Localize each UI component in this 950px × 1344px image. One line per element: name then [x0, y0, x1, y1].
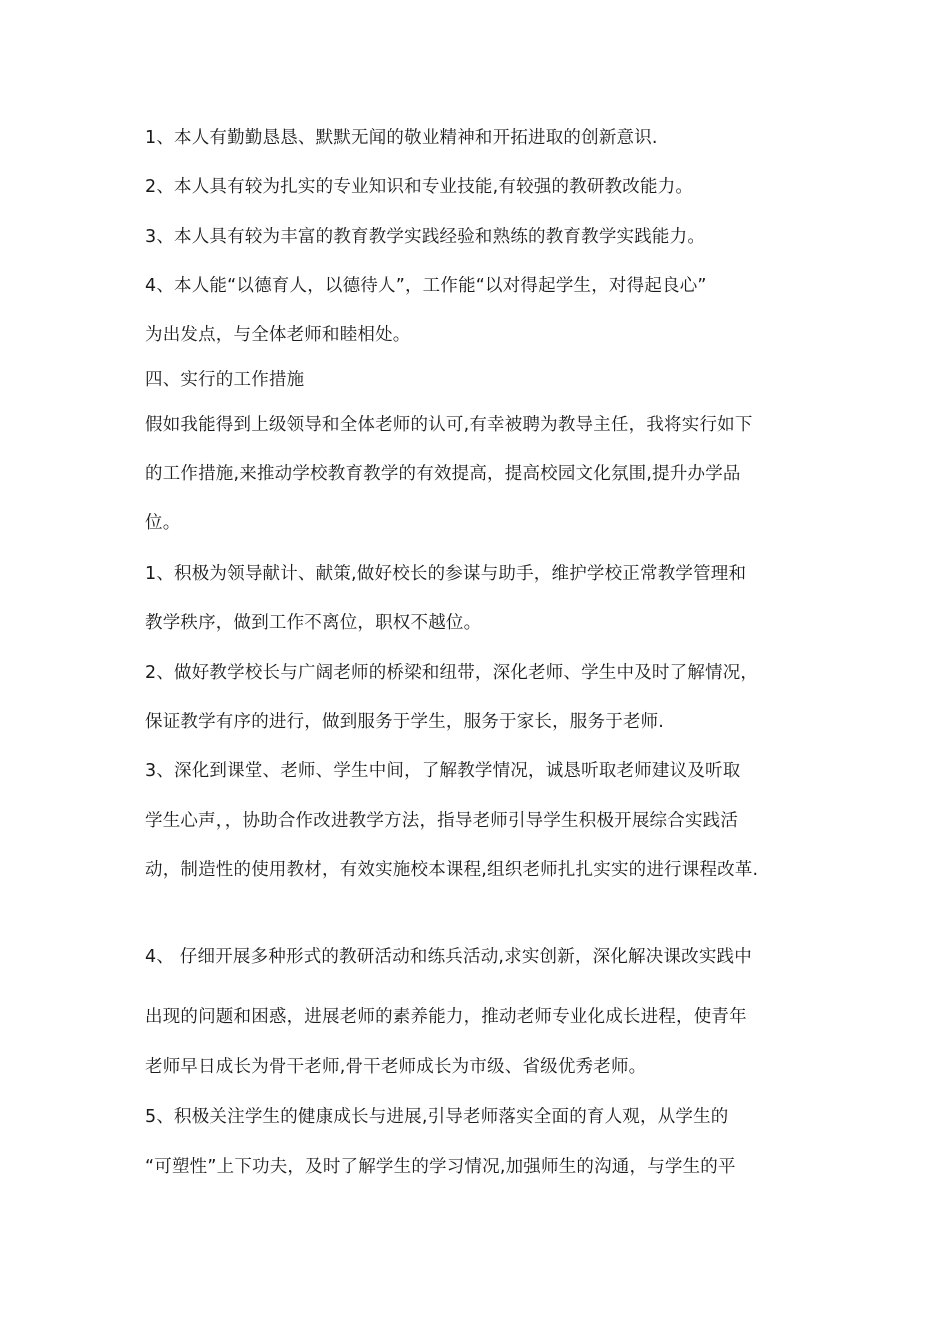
paragraph-line: 1、积极为领导献计、献策,做好校长的参谋与助手，维护学校正常教学管理和 [145, 564, 747, 584]
paragraph-line: 2、本人具有较为扎实的专业知识和专业技能,有较强的教研教改能力。 [145, 177, 694, 197]
paragraph-line: 的工作措施,来推动学校教育教学的有效提高，提高校园文化氛围,提升办学品 [145, 464, 741, 484]
paragraph-line: 2、做好教学校长与广阔老师的桥梁和纽带，深化老师、学生中及时了解情况， [145, 663, 759, 683]
section-heading: 四、实行的工作措施 [145, 370, 305, 390]
paragraph-line: 教学秩序，做到工作不离位，职权不越位。 [145, 613, 482, 633]
paragraph-line: 4、本人能“以德育人，以德待人”，工作能“以对得起学生，对得起良心” [145, 276, 707, 296]
paragraph-line: 3、本人具有较为丰富的教育教学实践经验和熟练的教育教学实践能力。 [145, 227, 706, 247]
paragraph-line: 老师早日成长为骨干老师,骨干老师成长为市级、省级优秀老师。 [145, 1057, 647, 1077]
paragraph-line: “可塑性”上下功夫，及时了解学生的学习情况,加强师生的沟通，与学生的平 [145, 1157, 736, 1177]
paragraph-line: 假如我能得到上级领导和全体老师的认可,有幸被聘为教导主任，我将实行如下 [145, 415, 753, 435]
paragraph-line: 出现的问题和困惑，进展老师的素养能力，推动老师专业化成长进程，使青年 [145, 1007, 747, 1027]
paragraph-line: 5、积极关注学生的健康成长与进展,引导老师落实全面的育人观，从学生的 [145, 1107, 729, 1127]
paragraph-line: 保证教学有序的进行，做到服务于学生，服务于家长，服务于老师. [145, 712, 665, 732]
paragraph-line: 4、 仔细开展多种形式的教研活动和练兵活动,求实创新，深化解决课改实践中 [145, 947, 752, 967]
paragraph-line: 动，制造性的使用教材，有效实施校本课程,组织老师扎扎实实的进行课程改革. [145, 860, 759, 880]
paragraph-line: 为出发点，与全体老师和睦相处。 [145, 325, 411, 345]
paragraph-line: 位。 [145, 513, 181, 533]
paragraph-line: 学生心声，，协助合作改进教学方法，指导老师引导学生积极开展综合实践活 [145, 811, 739, 831]
paragraph-line: 3、深化到课堂、老师、学生中间，了解教学情况，诚恳听取老师建议及听取 [145, 761, 741, 781]
paragraph-line: 1、本人有勤勤恳恳、默默无闻的敬业精神和开拓进取的创新意识. [145, 128, 658, 148]
